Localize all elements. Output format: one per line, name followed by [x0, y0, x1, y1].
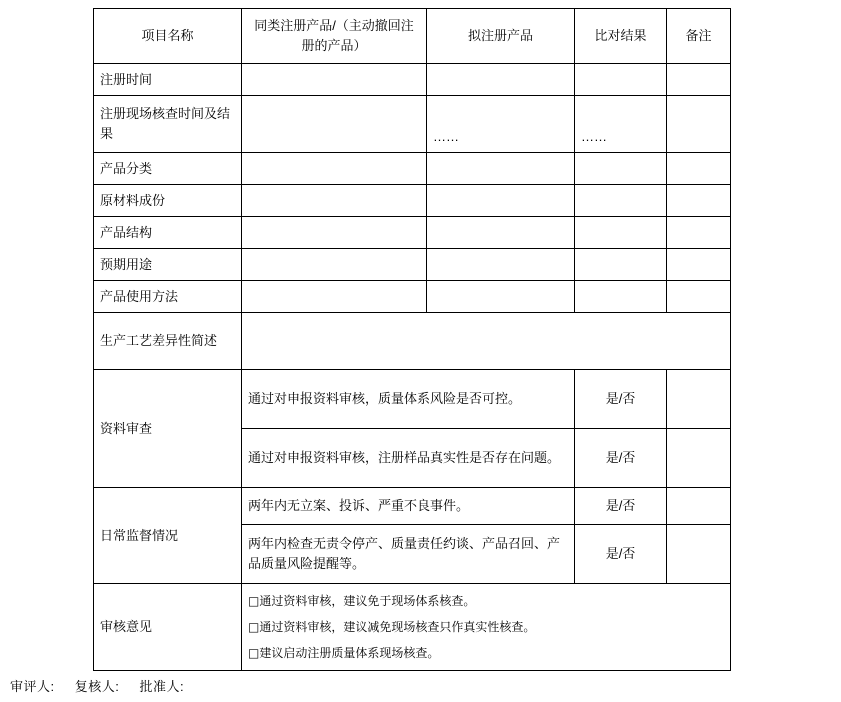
row-label-review-opinion: 审核意见: [94, 584, 242, 671]
header-cell-remark: 备注: [667, 9, 731, 64]
row-label-process-difference: 生产工艺差异性简述: [94, 313, 242, 370]
table-row: [94, 185, 731, 217]
table-row: [94, 64, 731, 96]
signature-footer: [10, 676, 200, 695]
cell-value[interactable]: [667, 249, 731, 281]
cell-value[interactable]: [242, 64, 427, 96]
cell-value[interactable]: [667, 185, 731, 217]
daily-supervision-item-note[interactable]: [667, 488, 731, 525]
cell-value[interactable]: [427, 64, 575, 96]
cell-value[interactable]: [575, 153, 667, 185]
review-opinion-options: [242, 584, 731, 671]
cell-value[interactable]: [575, 64, 667, 96]
row-label-onsite-inspection: 注册现场核查时间及结果: [94, 96, 242, 153]
table-row: [94, 249, 731, 281]
daily-supervision-item-note[interactable]: [667, 525, 731, 584]
table-row: [94, 281, 731, 313]
row-label-material-review: 资料审查: [94, 370, 242, 488]
header-cell-item-name: 项目名称: [94, 9, 242, 64]
review-option-exempt-onsite[interactable]: □通过资料审核，建议免于现场体系核查。: [248, 594, 476, 608]
checker-label: 复核人:: [74, 679, 120, 694]
daily-supervision-item-text: 两年内无立案、投诉、严重不良事件。: [242, 488, 575, 525]
row-label-daily-supervision: 日常监督情况: [94, 488, 242, 584]
row-label-product-structure: 产品结构: [94, 217, 242, 249]
row-label-intended-use: 预期用途: [94, 249, 242, 281]
cell-value[interactable]: [667, 217, 731, 249]
cell-value[interactable]: [242, 153, 427, 185]
header-cell-target-product: 拟注册产品: [427, 9, 575, 64]
header-cell-similar-product: 同类注册产品/（主动撤回注册的产品）: [242, 9, 427, 64]
review-option-reduced-onsite[interactable]: □通过资料审核，建议减免现场核查只作真实性核查。: [248, 620, 536, 634]
cell-value[interactable]: [427, 217, 575, 249]
cell-value[interactable]: [427, 185, 575, 217]
table-header-row: [94, 9, 731, 64]
daily-supervision-item-text: 两年内检查无责令停产、质量责任约谈、产品召回、产品质量风险提醒等。: [242, 525, 575, 584]
cell-value[interactable]: [427, 281, 575, 313]
table-row-daily-supervision-1: [94, 488, 731, 525]
material-review-item-text: 通过对申报资料审核，质量体系风险是否可控。: [242, 370, 575, 429]
header-cell-comparison-result: 比对结果: [575, 9, 667, 64]
daily-supervision-item-result[interactable]: 是/否: [575, 525, 667, 584]
cell-value[interactable]: [242, 217, 427, 249]
comparison-table: [93, 8, 731, 671]
cell-value[interactable]: [575, 249, 667, 281]
cell-value[interactable]: ……: [575, 96, 667, 153]
table-row-review-opinion: [94, 584, 731, 671]
cell-value[interactable]: [242, 185, 427, 217]
cell-value[interactable]: [242, 96, 427, 153]
material-review-item-note[interactable]: [667, 429, 731, 488]
cell-value[interactable]: [667, 153, 731, 185]
reviewer-label: 审评人:: [10, 679, 55, 694]
cell-value[interactable]: [242, 281, 427, 313]
material-review-item-note[interactable]: [667, 370, 731, 429]
table-row: [94, 153, 731, 185]
cell-value[interactable]: [427, 249, 575, 281]
table-row: [94, 96, 731, 153]
table-row-process-difference: [94, 313, 731, 370]
daily-supervision-item-result[interactable]: 是/否: [575, 488, 667, 525]
cell-value[interactable]: [427, 153, 575, 185]
row-label-raw-material: 原材料成份: [94, 185, 242, 217]
cell-value[interactable]: [667, 96, 731, 153]
cell-value[interactable]: [667, 281, 731, 313]
cell-value[interactable]: [242, 249, 427, 281]
cell-value[interactable]: [575, 185, 667, 217]
row-label-usage-method: 产品使用方法: [94, 281, 242, 313]
approver-label: 批准人:: [139, 679, 185, 694]
cell-value[interactable]: [667, 64, 731, 96]
table-row: [94, 217, 731, 249]
review-option-start-onsite[interactable]: □建议启动注册质量体系现场核查。: [248, 646, 440, 660]
cell-value[interactable]: [575, 281, 667, 313]
material-review-item-result[interactable]: 是/否: [575, 429, 667, 488]
row-label-registration-time: 注册时间: [94, 64, 242, 96]
cell-value-process-difference[interactable]: [242, 313, 731, 370]
material-review-item-result[interactable]: 是/否: [575, 370, 667, 429]
cell-value[interactable]: [575, 217, 667, 249]
cell-value[interactable]: ……: [427, 96, 575, 153]
table-row-material-review-1: [94, 370, 731, 429]
material-review-item-text: 通过对申报资料审核，注册样品真实性是否存在问题。: [242, 429, 575, 488]
row-label-product-classification: 产品分类: [94, 153, 242, 185]
